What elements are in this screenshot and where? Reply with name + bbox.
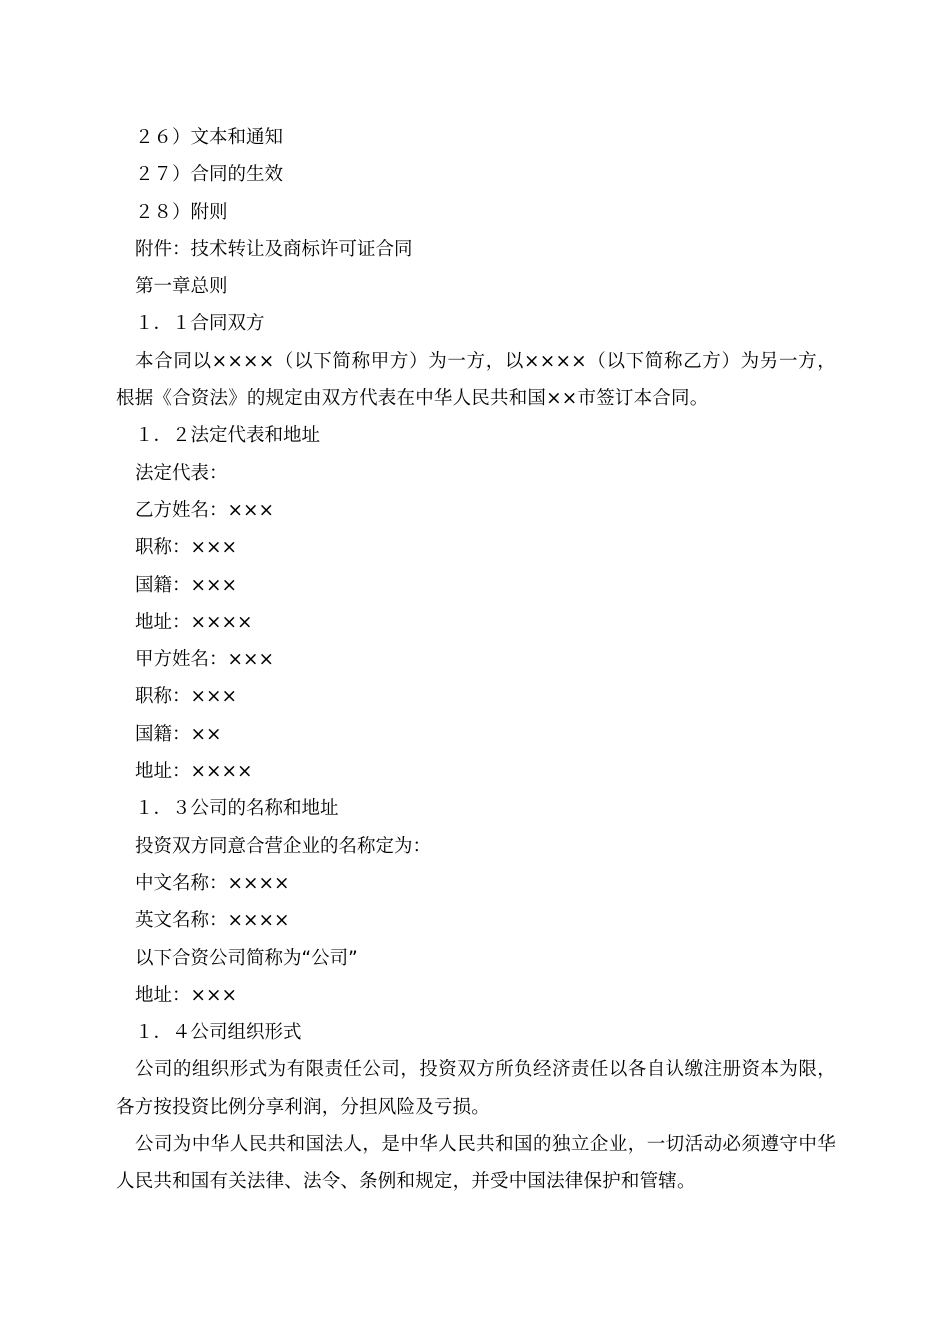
english-name: 英文名称：×××× [135, 910, 290, 932]
legal-rep-label: 法定代表： [135, 462, 228, 484]
company-short-name: 以下合资公司简称为“公司” [135, 947, 358, 969]
paragraph-legal-status: 公司为中华人民共和国法人，是中华人民共和国的独立企业，一切活动必须遵守中华人民共和国有关法律、法令、条例和规定，并受中国法律保护和管辖。 [116, 1134, 836, 1193]
paragraph-parties: 本合同以××××（以下简称甲方）为一方，以××××（以下简称乙方）为另一方，根据《合资法》的规定由双方代表在中华人民共和国××市签订本合同。 [116, 350, 836, 410]
company-address: 地址：××× [135, 984, 238, 1006]
document-body [116, 119, 836, 1201]
section-heading-1-1: １．１合同双方 [135, 313, 265, 335]
section-heading-1-3: １．３公司的名称和地址 [135, 798, 339, 820]
party-a-title: 职称：××× [135, 686, 238, 708]
section-heading-1-2: １．２法定代表和地址 [135, 425, 321, 447]
section-heading-1-4: １．４公司组织形式 [135, 1022, 302, 1044]
paragraph-organization: 公司的组织形式为有限责任公司，投资双方所负经济责任以各自认缴注册资本为限，各方按投资比例分享利润，分担风险及亏损。 [116, 1059, 836, 1118]
chinese-name: 中文名称：×××× [135, 872, 290, 894]
party-b-name: 乙方姓名：××× [135, 499, 275, 521]
party-a-nationality: 国籍：×× [135, 723, 222, 745]
party-b-title: 职称：××× [135, 537, 238, 559]
attachment-line: 附件：技术转让及商标许可证合同 [135, 238, 413, 260]
toc-item-28: ２８）附则 [135, 201, 228, 223]
chapter-heading: 第一章总则 [135, 276, 228, 298]
company-name-intro: 投资双方同意合营企业的名称定为： [135, 835, 432, 857]
toc-item-27: ２７）合同的生效 [135, 164, 284, 186]
party-a-address: 地址：×××× [135, 761, 253, 783]
toc-item-26: ２６）文本和通知 [135, 127, 284, 148]
party-b-address: 地址：×××× [135, 611, 253, 633]
party-a-name: 甲方姓名：××× [135, 649, 275, 671]
party-b-nationality: 国籍：××× [135, 574, 238, 596]
